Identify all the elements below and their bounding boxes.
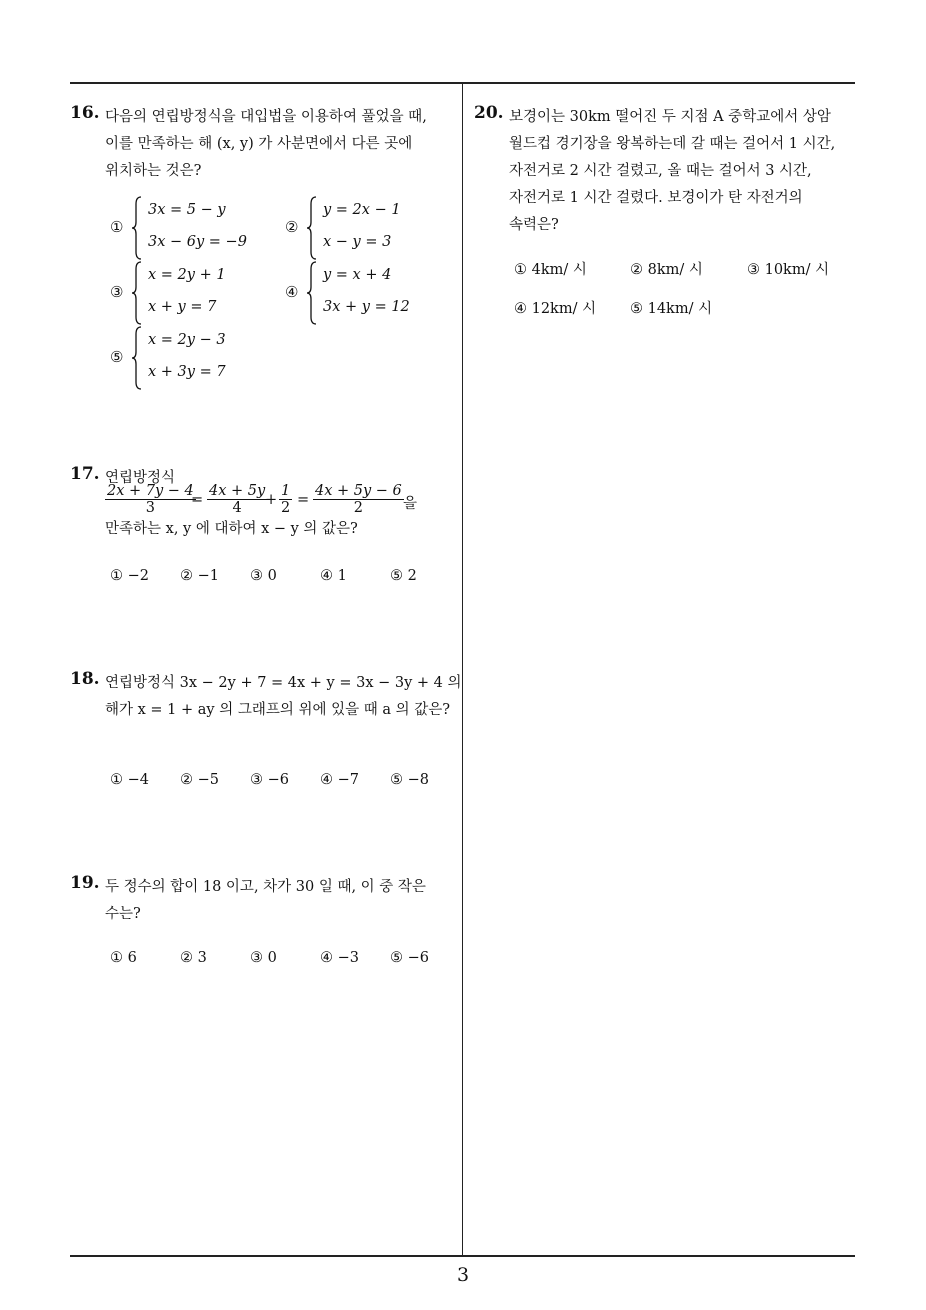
problem-19 — [70, 873, 455, 983]
fraction-denominator: 3 — [145, 500, 155, 516]
fraction-denominator: 2 — [281, 500, 291, 516]
question-line: 자전거로 2 시간 걸렸고, 올 때는 걸어서 3 시간, — [509, 163, 812, 179]
question-line: 두 정수의 합이 18 이고, 차가 30 일 때, 이 중 작은 — [105, 879, 426, 895]
choice-4[interactable]: ④ −3 — [320, 950, 359, 966]
question-line: 연립방정식 3x − 2y + 7 = 4x + y = 3x − 3y + 4 의 — [105, 675, 462, 691]
option-4[interactable] — [285, 261, 455, 325]
option-5[interactable] — [110, 326, 280, 390]
option-marker: ⑤ — [110, 348, 124, 366]
option-2[interactable] — [285, 196, 455, 260]
choice-4[interactable]: ④ 1 — [320, 568, 347, 584]
choice-3[interactable]: ③ 10km/ 시 — [747, 262, 830, 278]
problem-16 — [70, 103, 455, 403]
plus-sign: + — [265, 492, 278, 508]
equation: y = 2x − 1 — [323, 202, 401, 218]
choice-1[interactable]: ① −4 — [110, 772, 149, 788]
question-suffix: 을 — [403, 496, 418, 512]
question-line: 보경이는 30km 떨어진 두 지점 A 중학교에서 상암 — [509, 109, 831, 125]
equation: 3x − 6y = −9 — [148, 234, 247, 250]
option-3[interactable] — [110, 261, 280, 325]
question-line: 월드컵 경기장을 왕복하는데 갈 때는 걸어서 1 시간, — [509, 136, 836, 152]
left-brace-icon — [132, 196, 142, 260]
fraction-numerator: 2x + 7y − 4 — [107, 483, 194, 499]
left-brace-icon — [307, 261, 317, 325]
question-line: 다음의 연립방정식을 대입법을 이용하여 풀었을 때, — [105, 109, 427, 125]
problem-number: 18. — [70, 669, 100, 689]
equals-sign: = — [297, 492, 310, 508]
question-title: 연립방정식 — [105, 470, 176, 486]
option-marker: ① — [110, 218, 124, 236]
choice-1[interactable]: ① 6 — [110, 950, 137, 966]
problem-number: 17. — [70, 464, 100, 484]
option-marker: ② — [285, 218, 299, 236]
question-line: 자전거로 1 시간 걸렸다. 보경이가 탄 자전거의 — [509, 190, 803, 206]
question-line: 해가 x = 1 + ay 의 그래프의 위에 있을 때 a 의 값은? — [105, 702, 450, 718]
problem-20 — [474, 103, 859, 323]
fraction-2 — [207, 483, 267, 516]
choice-1[interactable]: ① 4km/ 시 — [514, 262, 587, 278]
question-line: 수는? — [105, 906, 141, 922]
equation: 3x + y = 12 — [323, 299, 410, 315]
choice-5[interactable]: ⑤ −6 — [390, 950, 429, 966]
fraction-numerator: 1 — [281, 483, 291, 499]
left-brace-icon — [307, 196, 317, 260]
problem-number: 16. — [70, 103, 100, 123]
fraction-denominator: 2 — [353, 500, 363, 516]
choice-3[interactable]: ③ 0 — [250, 950, 277, 966]
problem-number: 20. — [474, 103, 504, 123]
bottom-rule — [70, 1255, 855, 1257]
fraction-denominator: 4 — [232, 500, 242, 516]
question-line: 이를 만족하는 해 (x, y) 가 사분면에서 다른 곳에 — [105, 136, 413, 152]
left-brace-icon — [132, 261, 142, 325]
problem-17 — [70, 464, 455, 594]
fraction-1 — [105, 483, 196, 516]
problem-18 — [70, 669, 462, 799]
fraction-numerator: 4x + 5y − 6 — [315, 483, 402, 499]
option-marker: ④ — [285, 283, 299, 301]
question-line: 속력은? — [509, 217, 559, 233]
choice-1[interactable]: ① −2 — [110, 568, 149, 584]
question-line: 위치하는 것은? — [105, 163, 202, 179]
choice-4[interactable]: ④ −7 — [320, 772, 359, 788]
equation: x + 3y = 7 — [148, 364, 226, 380]
equation: x = 2y − 3 — [148, 332, 226, 348]
choice-3[interactable]: ③ −6 — [250, 772, 289, 788]
equation: y = x + 4 — [323, 267, 392, 283]
fraction-4 — [313, 483, 404, 516]
column-divider — [462, 82, 463, 1255]
page-number: 3 — [456, 1264, 470, 1286]
choice-2[interactable]: ② 3 — [180, 950, 207, 966]
equation: x + y = 7 — [148, 299, 217, 315]
equation: x = 2y + 1 — [148, 267, 226, 283]
fraction-numerator: 4x + 5y — [209, 483, 266, 499]
problem-number: 19. — [70, 873, 100, 893]
left-brace-icon — [132, 326, 142, 390]
choice-4[interactable]: ④ 12km/ 시 — [514, 301, 597, 317]
fraction-3 — [279, 483, 292, 516]
choice-5[interactable]: ⑤ 14km/ 시 — [630, 301, 713, 317]
equation: 3x = 5 − y — [148, 202, 226, 218]
choice-2[interactable]: ② −1 — [180, 568, 219, 584]
choice-3[interactable]: ③ 0 — [250, 568, 277, 584]
choice-5[interactable]: ⑤ −8 — [390, 772, 429, 788]
question-line: 만족하는 x, y 에 대하여 x − y 의 값은? — [105, 521, 358, 537]
choice-2[interactable]: ② −5 — [180, 772, 219, 788]
option-1[interactable] — [110, 196, 280, 260]
choice-5[interactable]: ⑤ 2 — [390, 568, 417, 584]
equation: x − y = 3 — [323, 234, 392, 250]
equals-sign: = — [191, 492, 204, 508]
choice-2[interactable]: ② 8km/ 시 — [630, 262, 703, 278]
option-marker: ③ — [110, 283, 124, 301]
